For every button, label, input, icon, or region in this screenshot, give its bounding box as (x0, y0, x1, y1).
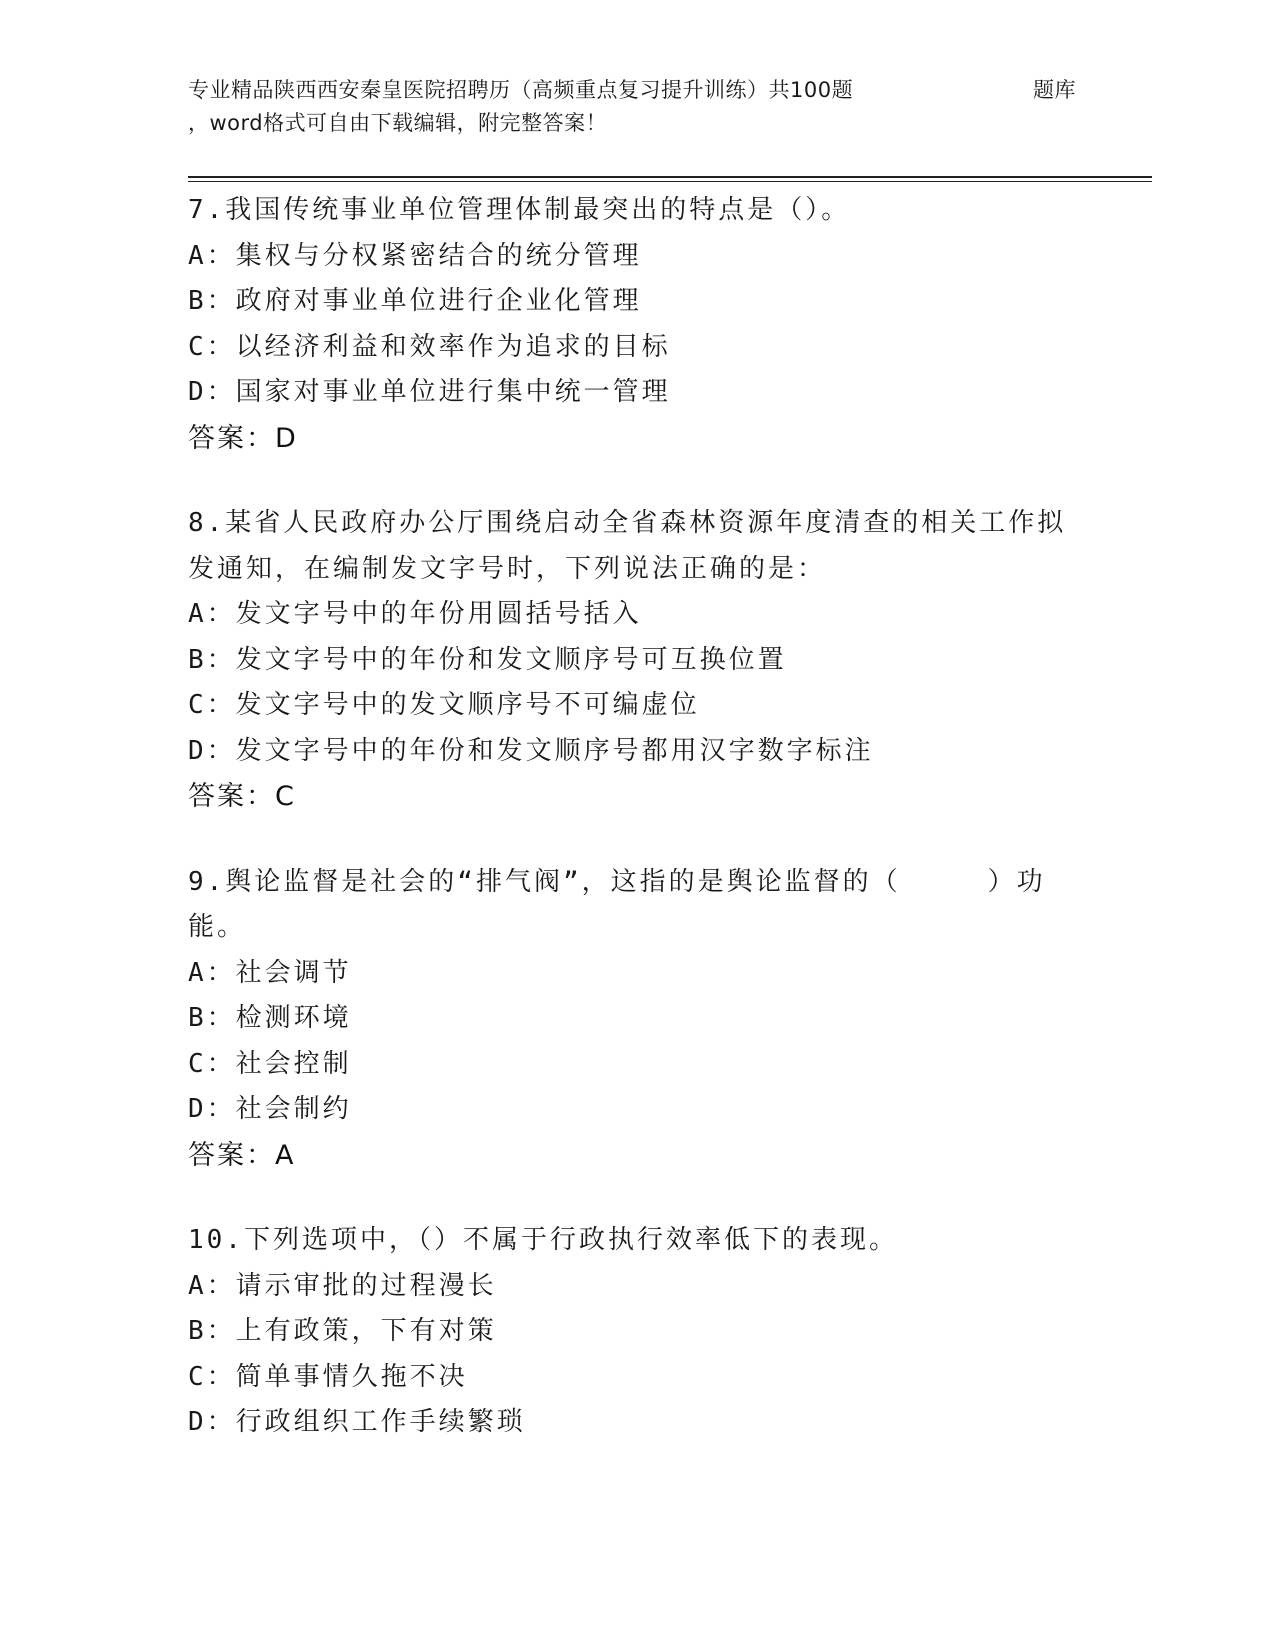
answer-line: 答案：A (188, 1139, 296, 1171)
option-b: B：检测环境 (188, 1003, 352, 1033)
option-b: B：发文字号中的年份和发文顺序号可互换位置 (188, 644, 787, 675)
option-d: D：发文字号中的年份和发文顺序号都用汉字数字标注 (188, 735, 874, 766)
question-7 (188, 188, 1068, 461)
option-a: A：请示审批的过程漫长 (188, 1270, 497, 1301)
option-b: B：政府对事业单位进行企业化管理 (188, 286, 642, 316)
option-a: A：发文字号中的年份用圆括号括入 (188, 599, 642, 629)
header-suffix: 题库 (1033, 78, 1076, 102)
option-d: D：行政组织工作手续繁琐 (188, 1407, 526, 1437)
option-a: A：社会调节 (188, 957, 352, 988)
option-c: C：社会控制 (188, 1048, 352, 1079)
answer-line: 答案：D (188, 422, 298, 454)
header-divider-thick (188, 176, 1152, 178)
option-c: C：简单事情久拖不决 (188, 1361, 468, 1392)
question-9 (188, 860, 1068, 1179)
option-d: D：国家对事业单位进行集中统一管理 (188, 377, 671, 407)
question-list (188, 188, 1068, 1486)
header-line-1 (188, 74, 1088, 107)
option-b: B：上有政策，下有对策 (188, 1316, 497, 1346)
question-stem: 8.某省人民政府办公厅围绕启动全省森林资源年度清查的相关工作拟发通知，在编制发文字号时，下列说法正确的是： (188, 508, 1067, 584)
header-line-2: ，word格式可自由下载编辑，附完整答案！ (188, 111, 608, 135)
header-title: 专业精品陕西西安秦皇医院招聘历（高频重点复习提升训练）共100题 (188, 78, 854, 102)
question-10 (188, 1218, 1068, 1446)
option-a: A：集权与分权紧密结合的统分管理 (188, 240, 642, 271)
question-8 (188, 501, 1068, 820)
option-d: D：社会制约 (188, 1094, 352, 1124)
option-c: C：以经济利益和效率作为追求的目标 (188, 331, 671, 362)
question-stem: 10.下列选项中，（）不属于行政执行效率低下的表现。 (188, 1225, 898, 1255)
page-header (188, 74, 1088, 140)
question-stem: 9.舆论监督是社会的“排气阀”，这指的是舆论监督的（ ）功能。 (188, 866, 1046, 942)
option-c: C：发文字号中的发文顺序号不可编虚位 (188, 690, 700, 720)
question-stem: 7.我国传统事业单位管理体制最突出的特点是（）。 (188, 195, 851, 225)
header-divider-thin (188, 181, 1152, 182)
answer-line: 答案：C (188, 781, 296, 812)
